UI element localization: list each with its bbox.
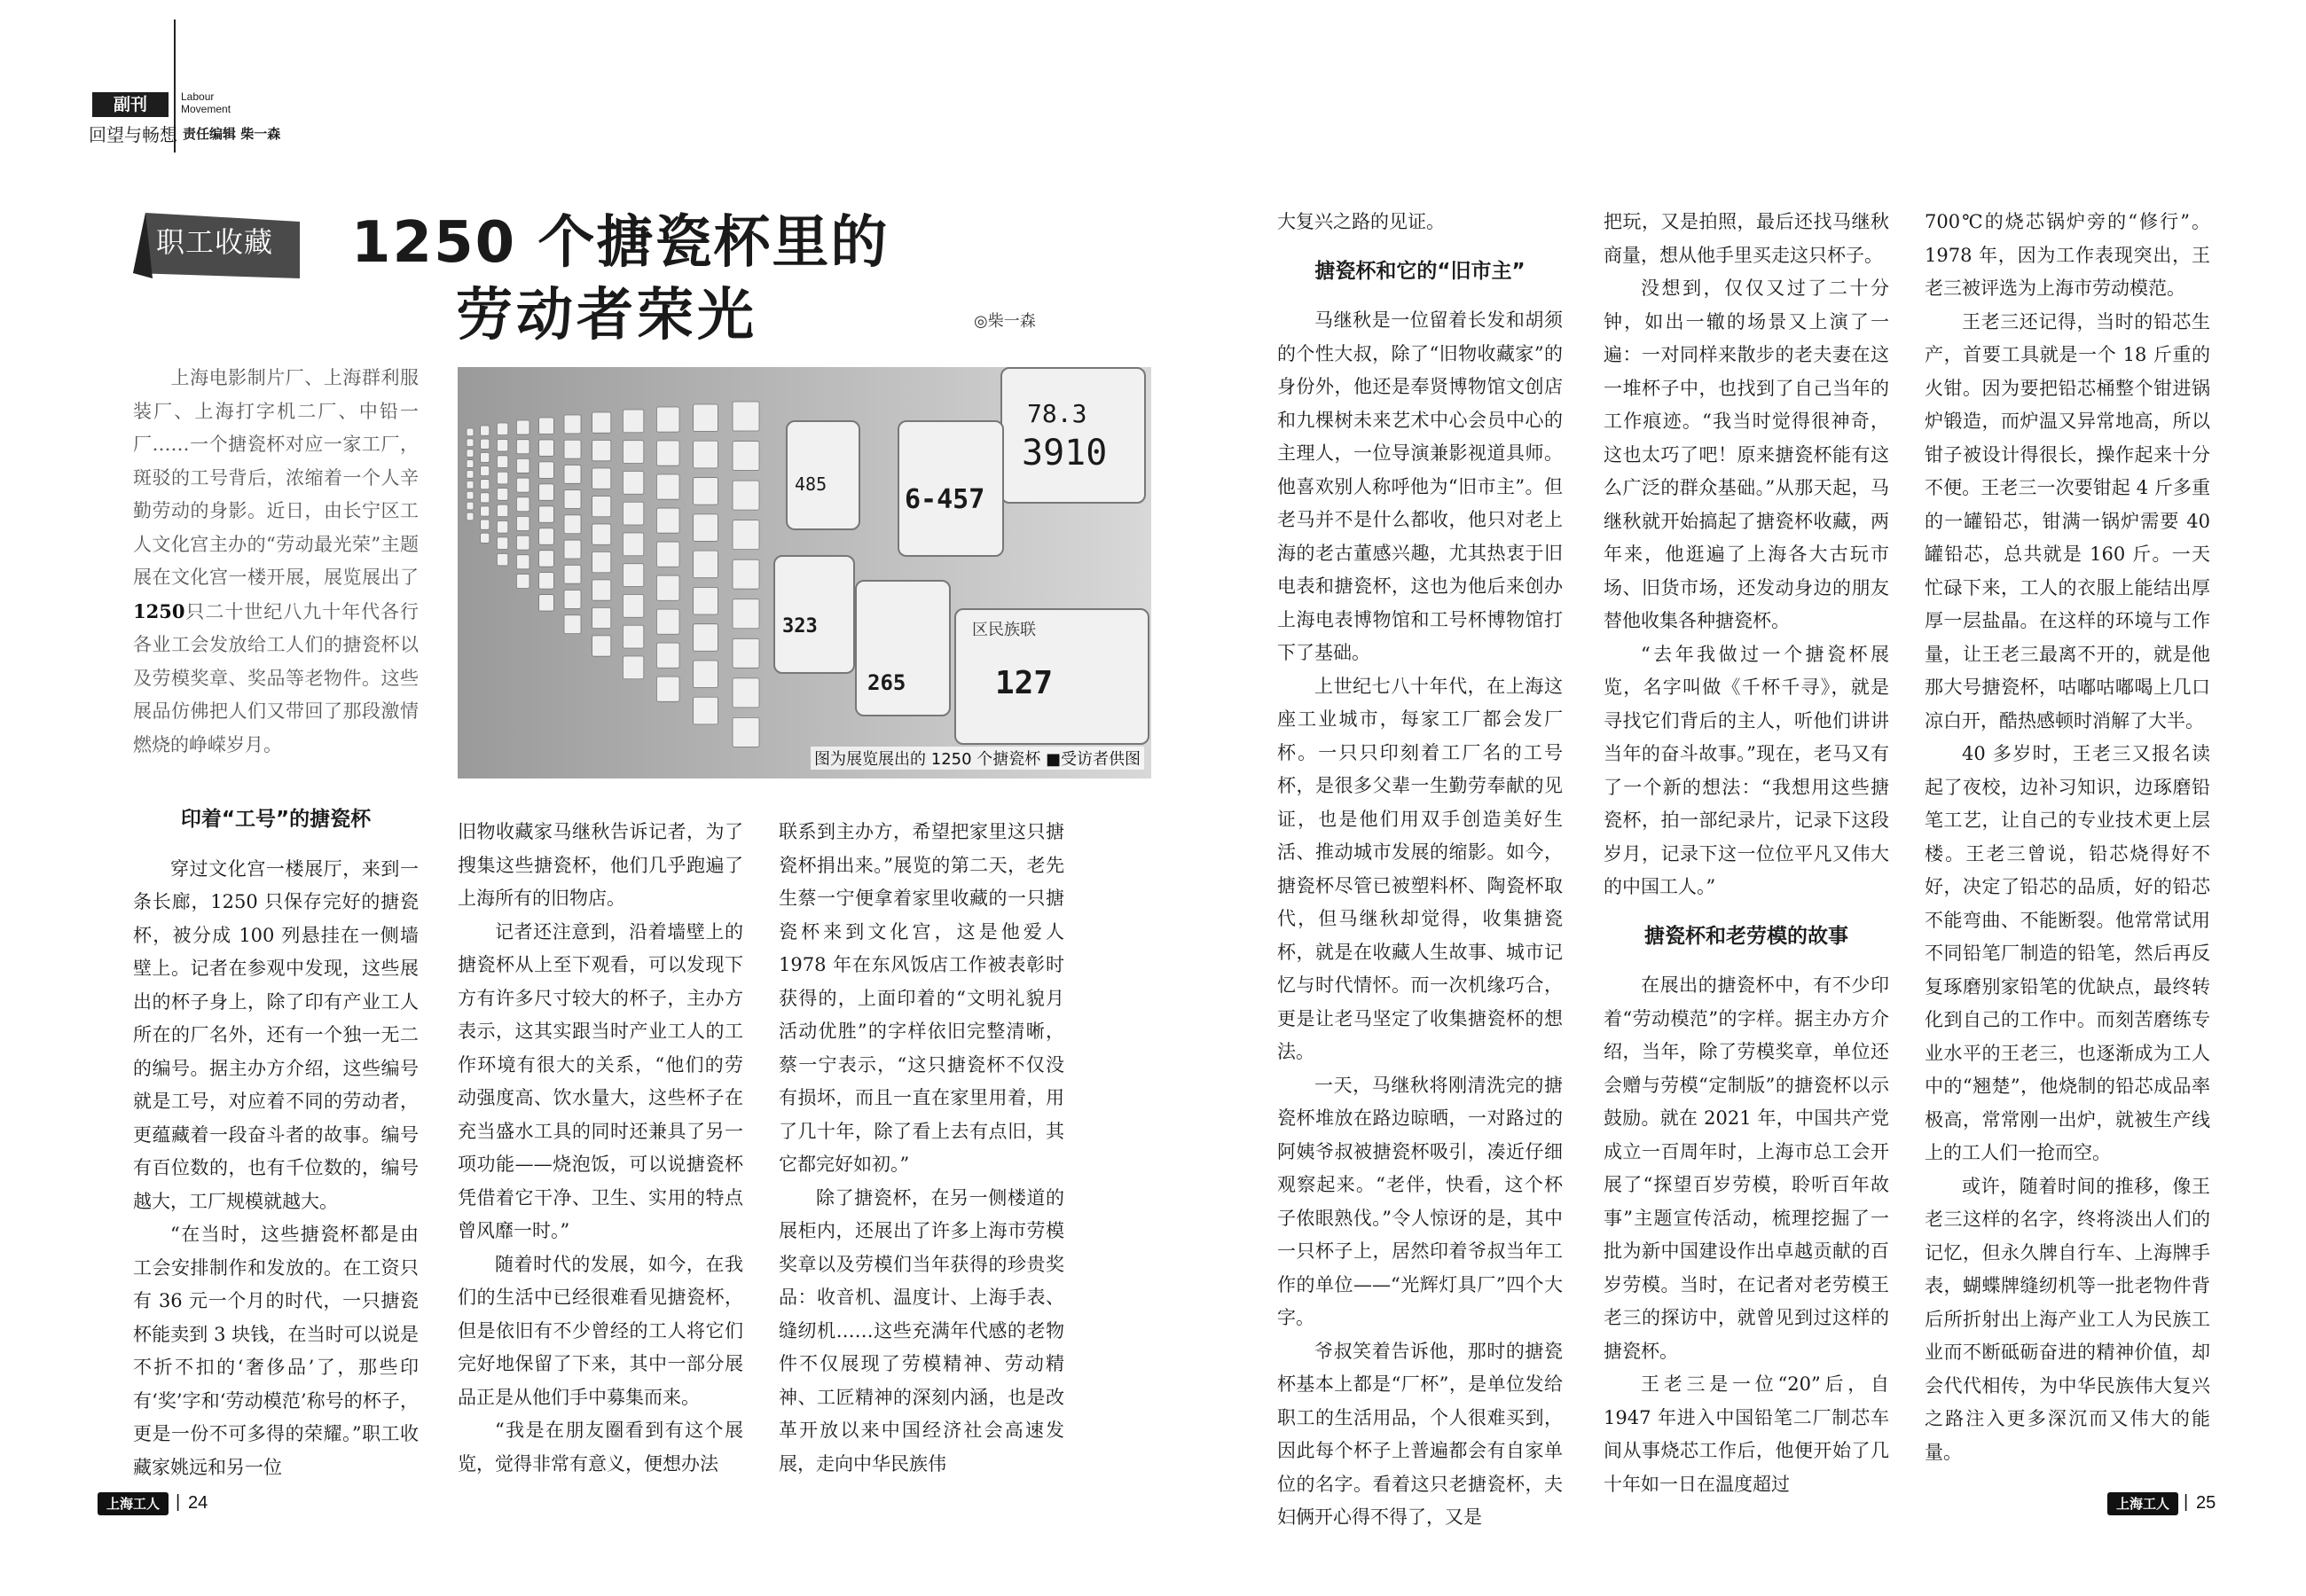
small-cup	[539, 551, 554, 567]
small-cup	[481, 533, 490, 543]
small-cup	[694, 404, 718, 432]
paragraph: 在展出的搪瓷杯中，有不少印着“劳动模范”的字样。据主办方介绍，当年，除了劳模奖章，单位还会赠与劳模“定制版”的搪瓷杯以示鼓励。就在 2021 年，中国共产党成立一百周年时，上海市总工会开展了“探望百岁劳模，聆听百年故事”主题宣传活动，梳理挖掘了一批为新中国建设作出卓越贡献的百岁劳模。当时，在记者对老劳模王老三的探访中，就曾见到过这样的搪瓷杯。	[1604, 974, 1889, 1362]
small-cup	[656, 542, 679, 567]
small-cup	[497, 456, 507, 468]
section-english-2: Movement	[181, 103, 231, 115]
small-cup	[656, 441, 679, 466]
small-cup	[497, 505, 507, 517]
small-cup	[564, 515, 581, 534]
cup-number: 127	[995, 665, 1054, 701]
small-cup	[623, 656, 643, 679]
paragraph: “在当时，这些搪瓷杯都是由工会安排制作和发放的。在工资只有 36 元一个月的时代，一只搪瓷杯能卖到 3 块钱，在当时可以说是不折不扣的‘奢侈品’了，那些印有‘奖’字和‘劳动模范’称号的杯子，更是一份不可多得的荣耀。”职工收藏家姚远和另一位	[133, 1224, 419, 1478]
small-cup	[694, 624, 718, 652]
cup-number: 485	[795, 473, 827, 495]
small-cup	[733, 638, 759, 668]
small-cup	[694, 587, 718, 614]
small-cup	[497, 537, 507, 550]
folio-separator-left: |	[176, 1492, 181, 1512]
paragraph: 40 多岁时，王老三又报名读起了夜校，边补习知识，边琢磨铅笔工艺，让自己的专业技术更上层楼。王老三曾说，铅芯烧得好不好，决定了铅芯的品质，好的铅芯不能弯曲、不能断裂。他常常试用不同铅笔厂制造的铅笔，然后再反复琢磨别家铅笔的优缺点，最终转化到自己的工作中。而刻苦磨练专业水平的王老三，也逐渐成为工人中的“翘楚”，他烧制的铅芯成品率极高，常常刚一出炉，就被生产线上的工人们一抢而空。	[1925, 743, 2210, 1163]
small-cup	[592, 524, 611, 544]
article-column-4	[1277, 206, 1563, 1535]
small-cup	[623, 441, 643, 464]
small-cup	[467, 502, 474, 510]
article-column-3	[779, 816, 1064, 1481]
paragraph: 没想到，仅仅又过了二十分钟，如出一辙的场景又上演了一遍：一对同样来散步的老夫妻在这一堆杯子中，也找到了自己当年的工作痕迹。“我当时觉得很神奇，这也太巧了吧！原来搪瓷杯能有这么广泛的群众基础。”从那天起，马继秋就开始搞起了搪瓷杯收藏，两年来，他逛遍了上海各大古玩市场、旧货市场，还发动身边的朋友替他收集各种搪瓷杯。	[1604, 278, 1889, 631]
cup-number: 265	[867, 670, 906, 695]
small-cup	[539, 528, 554, 544]
small-cup	[516, 574, 529, 588]
small-cup	[592, 468, 611, 489]
cup-large-3	[954, 608, 1149, 745]
cup-label: 区民族联	[972, 621, 1036, 639]
paragraph: 一天，马继秋将刚清洗完的搪瓷杯堆放在路边晾晒，一对路过的阿姨爷叔被搪瓷杯吸引，凑近仔细观察起来。“老伴，快看，这个杯子侬眼熟伐。”令人惊讶的是，其中一只杯子上，居然印着爷叔当年工作的单位——“光辉灯具厂”四个大字。	[1277, 1074, 1563, 1328]
cup-large-2	[898, 420, 1004, 557]
small-cup	[467, 491, 474, 499]
small-cup	[564, 490, 581, 509]
small-cup	[497, 472, 507, 484]
small-cup	[694, 551, 718, 578]
small-cup	[592, 552, 611, 572]
small-cup	[592, 580, 611, 600]
small-cup	[467, 471, 474, 479]
small-cup	[516, 536, 529, 550]
small-cup	[539, 418, 554, 434]
small-cup	[516, 420, 529, 434]
paragraph: 上世纪七八十年代，在上海这座工业城市，每家工厂都会发厂杯。一只只印刻着工厂名的工号杯，是很多父辈一生勤劳奉献的见证，也是他们用双手创造美好生活、推动城市发展的缩影。如今，搪瓷杯尽管已被塑料杯、陶瓷杯取代，但马继秋却觉得，收集搪瓷杯，就是在收藏人生故事、城市记忆与时代情怀。而一次机缘巧合，更是让老马坚定了收集搪瓷杯的想法。	[1277, 675, 1563, 1062]
small-cup	[733, 717, 759, 747]
small-cup	[564, 615, 581, 634]
small-cup	[516, 458, 529, 473]
paragraph: 把玩，又是拍照，最后还找马继秋商量，想从他手里买走这只杯子。	[1604, 211, 1889, 266]
small-cup	[592, 440, 611, 460]
small-cup	[623, 410, 643, 433]
small-cup	[656, 508, 679, 533]
page-number-right: 25	[2196, 1493, 2216, 1513]
small-cup	[623, 564, 643, 587]
paragraph: 马继秋是一位留着长发和胡须的个性大叔，除了“旧物收藏家”的身份外，他还是奉贤博物馆文创店和九棵树未来艺术中心会员中心的主理人，一位导演兼影视道具师。他喜欢别人称呼他为“旧市主”。但老马并不是什么都收，他只对老上海的老古董感兴趣，尤其热衷于旧电表和搪瓷杯，这也为他后来创办上海电表博物馆和工号杯博物馆打下了基础。	[1277, 309, 1563, 663]
section-heading-2: 搪瓷杯和它的“旧市主”	[1314, 259, 1526, 283]
paragraph: “去年我做过一个搪瓷杯展览，名字叫做《千杯千寻》，就是寻找它们背后的主人，听他们讲讲当年的奋斗故事。”现在，老马又有了一个新的想法：“我想用这些搪瓷杯，拍一部纪录片，记录下这段岁月，记录下这一位位平凡又伟大的中国工人。”	[1604, 643, 1889, 897]
small-cup	[516, 497, 529, 512]
small-cup	[497, 423, 507, 435]
lede-text-a: 上海电影制片厂、上海群利服装厂、上海打字机二厂、中铅一厂……一个搪瓷杯对应一家工厂，斑驳的工号背后，浓缩着一个人辛勤劳动的身影。近日，由长宁区工人文化宫主办的“劳动最光荣”主题展在文化宫一楼开展，展览展出了	[133, 367, 419, 588]
section-heading-1: 印着“工号”的搪瓷杯	[180, 808, 372, 831]
small-cup	[592, 636, 611, 656]
small-cup	[467, 481, 474, 489]
lede	[133, 362, 419, 762]
small-cup	[656, 407, 679, 432]
small-cup	[467, 512, 474, 520]
small-cup	[733, 559, 759, 589]
small-cup	[656, 575, 679, 600]
cup-number: 78.3	[1027, 399, 1087, 428]
small-cup	[592, 496, 611, 516]
small-cup	[733, 599, 759, 629]
small-cup	[481, 480, 490, 489]
section-badge: 副刊	[92, 92, 169, 117]
small-cup	[623, 625, 643, 648]
small-cup	[592, 412, 611, 433]
section-heading-3: 搪瓷杯和老劳模的故事	[1644, 924, 1848, 948]
article-title-line1: 1250 个搪瓷杯里的	[351, 210, 890, 276]
paragraph: 记者还注意到，沿着墙壁上的搪瓷杯从上至下观看，可以发现下方有许多尺寸较大的杯子，主办方表示，这其实跟当时产业工人的工作环境有很大的关系，“他们的劳动强度高、饮水量大，这些杯子在充当盛水工具的同时还兼具了另一项功能——烧泡饭，可以说搪瓷杯凭借着它干净、卫生、实用的特点曾风靡一时。”	[458, 920, 743, 1241]
small-cup	[467, 460, 474, 468]
paragraph: 王老三是一位“20”后，自 1947 年进入中国铅笔二厂制芯车间从事烧芯工作后，他便开始了几十年如一日在温度超过	[1604, 1373, 1889, 1495]
cup-number: 3910	[1022, 433, 1108, 473]
small-cup	[497, 439, 507, 451]
small-cup	[694, 514, 718, 542]
small-cup	[539, 595, 554, 611]
paragraph: 大复兴之路的见证。	[1277, 211, 1445, 232]
cup-large-5	[773, 555, 855, 674]
small-cup	[467, 428, 474, 436]
small-cup	[564, 440, 581, 458]
small-cup	[481, 506, 490, 516]
paragraph: 穿过文化宫一楼展厅，来到一条长廊，1250 只保存完好的搪瓷杯，被分成 100 列悬挂在一侧墙壁上。记者在参观中发现，这些展出的杯子身上，除了印有产业工人所在的厂名外，还有一个独一无二的编号。据主办方介绍，这些编号就是工号，对应着不同的劳动者，更蕴藏着一段奋斗者的故事。编号有百位数的，也有千位数的，编号越大，工厂规模就越大。	[133, 857, 419, 1212]
paragraph: 爷叔笑着告诉他，那时的搪瓷杯基本上都是“厂杯”，是单位发给职工的生活用品，个人很难买到，因此每个杯子上普遍都会有自家单位的名字。看着这只老搪瓷杯，夫妇俩开心得不得了，又是	[1277, 1340, 1563, 1528]
column-name: 回望与畅想	[89, 124, 177, 145]
paragraph: “我是在朋友圈看到有这个展览，觉得非常有意义，便想办法	[458, 1420, 743, 1475]
small-cup	[656, 609, 679, 634]
small-cup	[481, 452, 490, 462]
small-cup	[623, 533, 643, 556]
cup-large-6	[786, 420, 860, 530]
cup-number: 323	[782, 615, 818, 638]
byline: ◎柴一森	[974, 312, 1036, 331]
small-cup	[564, 415, 581, 434]
article-column-2	[458, 816, 743, 1481]
paragraph: 王老三还记得，当时的铅芯生产，首要工具就是一个 18 斤重的火钳。因为要把铅芯桶整个钳进锅炉锻造，而炉温又异常地高，所以钳子被设计得很长，操作起来十分不便。王老三一次要钳起 4 斤多重的一罐铅芯，钳满一锅炉需要 40 罐铅芯，总共就是 160 斤。一天忙碌下来，工人的衣服上能结出厚厚一层盐晶。在这样的环境与工作量，让王老三最离不开的，就是他那大号搪瓷杯，咕嘟咕嘟喝上几口凉白开，酷热感顿时消解了大半。	[1925, 310, 2210, 732]
article-column-5	[1604, 206, 1889, 1501]
article-column-1	[133, 787, 419, 1484]
paragraph: 联系到主办方，希望把家里这只搪瓷杯捐出来。”展览的第二天，老先生蔡一宁便拿着家里收藏的一只搪瓷杯来到文化宫，这是他爱人 1978 年在东风饭店工作被表彰时获得的，上面印着的“文明礼貌月活动优胜”的字样依旧完整清晰，蔡一宁表示，“这只搪瓷杯不仅没有损坏，而且一直在家里用着，用了几十年，除了看上去有点旧，其它都完好如初。”	[779, 821, 1064, 1175]
small-cup	[564, 465, 581, 483]
paragraph: 随着时代的发展，如今，在我们的生活中已经很难看见搪瓷杯，但是依旧有不少曾经的工人将它们完好地保留了下来，其中一部分展品正是从他们手中募集而来。	[458, 1253, 743, 1408]
small-cup	[564, 565, 581, 583]
page-number-left: 24	[188, 1493, 208, 1513]
small-cup	[656, 643, 679, 668]
small-cup	[516, 478, 529, 492]
small-cup	[694, 441, 718, 468]
small-cup	[623, 471, 643, 494]
small-cup	[539, 506, 554, 522]
article-column-6	[1925, 206, 2210, 1469]
paragraph: 除了搪瓷杯，在另一侧楼道的展柜内，还展出了许多上海市劳模奖章以及劳模们当年获得的珍贵奖品：收音机、温度计、上海手表、缝纫机……这些充满年代感的老物件不仅展现了劳模精神、劳动精神、工匠精神的深刻内涵，也是改革开放以来中国经济社会高速发展，走向中华民族伟	[779, 1186, 1064, 1475]
small-cup	[564, 540, 581, 559]
small-cup	[733, 520, 759, 550]
small-cup	[481, 426, 490, 435]
paragraph: 旧物收藏家马继秋告诉记者，为了搜集这些搪瓷杯，他们几乎跑遍了上海所有的旧物店。	[458, 821, 743, 909]
editor-credit: 责任编辑 柴一森	[183, 126, 281, 142]
paragraph: 或许，随着时间的推移，像王老三这样的名字，终将淡出人们的记忆，但永久牌自行车、上海牌手表，蝴蝶牌缝纫机等一批老物件背后所折射出上海产业工人为民族工业而不断砥砺奋进的精神价值，却会代代相传，为中华民族伟大复兴之路注入更多深沉而又伟大的能量。	[1925, 1175, 2210, 1463]
small-cup	[467, 450, 474, 458]
lede-number: 1250	[133, 599, 185, 622]
small-cup	[516, 440, 529, 454]
small-cup	[656, 677, 679, 701]
small-cup	[656, 474, 679, 499]
small-cup	[497, 553, 507, 566]
small-cup	[733, 442, 759, 471]
cup-number: 6-457	[905, 484, 985, 515]
small-cup	[497, 520, 507, 533]
small-cup	[481, 439, 490, 449]
small-cup	[592, 607, 611, 628]
small-cup	[733, 402, 759, 431]
folio-separator-right: |	[2184, 1492, 2189, 1512]
small-cup	[564, 591, 581, 609]
small-cup	[539, 573, 554, 589]
cup-large-4	[855, 580, 951, 716]
article-title-line2: 劳动者荣光	[456, 283, 757, 348]
small-cup	[481, 493, 490, 503]
small-cup	[694, 661, 718, 688]
small-cup	[516, 516, 529, 530]
small-cup	[733, 481, 759, 510]
small-cup	[539, 440, 554, 456]
small-cup	[497, 489, 507, 501]
cup-large-1	[1000, 367, 1146, 504]
tag-label: 职工收藏	[156, 225, 274, 259]
small-cup	[694, 697, 718, 724]
small-cup	[481, 466, 490, 475]
small-cup	[539, 462, 554, 478]
small-cup	[539, 484, 554, 500]
small-cup	[623, 594, 643, 617]
magazine-logo-left: 上海工人	[98, 1492, 169, 1515]
article-photo	[458, 367, 1151, 778]
magazine-logo-right: 上海工人	[2107, 1492, 2178, 1515]
small-cup	[694, 478, 718, 505]
section-english-1: Labour	[181, 90, 215, 103]
small-cup	[623, 502, 643, 525]
small-cup	[467, 439, 474, 447]
small-cup	[516, 555, 529, 569]
small-cup	[481, 520, 490, 529]
photo-caption: 图为展览展出的 1250 个搪瓷杯 ■受访者供图	[811, 747, 1144, 770]
small-cup	[733, 678, 759, 708]
paragraph: 700℃的烧芯锅炉旁的“修行”。1978 年，因为工作表现突出，王老三被评选为上海市劳动模范。	[1925, 211, 2210, 299]
lede-text-b: 只二十世纪八九十年代各行各业工会发放给工人们的搪瓷杯以及劳模奖章、奖品等老物件。这些展品仿佛把人们又带回了那段激情燃烧的峥嵘岁月。	[133, 600, 419, 755]
